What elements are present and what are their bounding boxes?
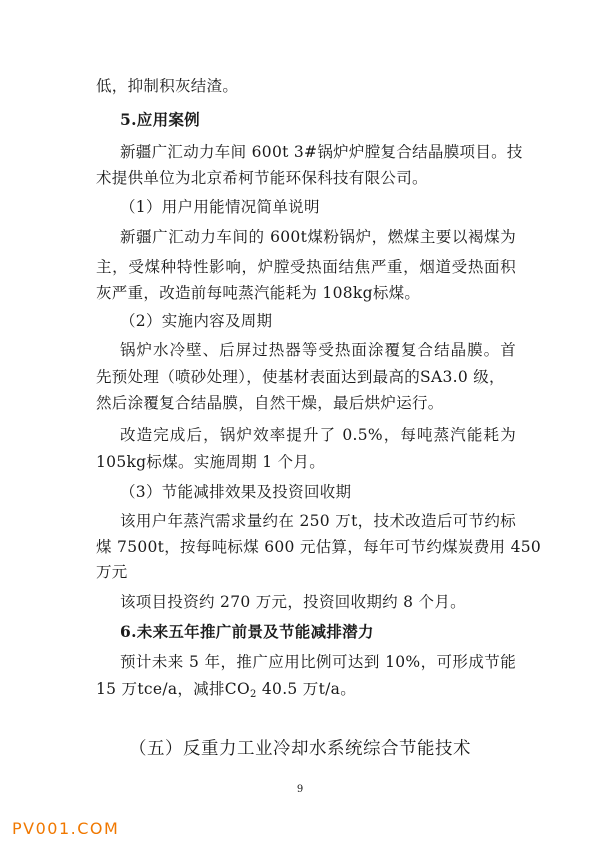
paragraph-line-with-formula (96, 679, 516, 699)
formula-text-before: 15 万tce/a，减排CO (96, 680, 250, 698)
paragraph-line: 新疆广汇动力车间的 600t煤粉锅炉，燃煤主要以褐煤为 (120, 228, 516, 246)
paragraph-line: 先预处理（喷砂处理），使基材表面达到最高的SA3.0 级， (96, 368, 505, 386)
paragraph-line: 灰严重，改造前每吨蒸汽能耗为 108kg标煤。 (96, 284, 421, 302)
paragraph-line: 预计未来 5 年，推广应用比例可达到 10%，可形成节能 (120, 653, 516, 671)
paragraph-line: 术提供单位为北京希柯节能环保科技有限公司。 (96, 169, 428, 187)
paragraph-line: 低，抑制积灰结渣。 (96, 77, 239, 95)
co2-subscript: 2 (249, 689, 257, 700)
paragraph-line: 万元 (96, 563, 128, 581)
paragraph-line: 锅炉水冷壁、后屏过热器等受热面涂覆复合结晶膜。首 (120, 341, 516, 359)
paragraph-line: 新疆广汇动力车间 600t 3#锅炉炉膛复合结晶膜项目。技 (120, 143, 523, 161)
formula-text-after: 40.5 万t/a。 (256, 680, 356, 698)
paragraph-line: 改造完成后，锅炉效率提升了 0.5%，每吨蒸汽能耗为 (120, 426, 516, 444)
section-title: （五）反重力工业冷却水系统综合节能技术 (129, 739, 471, 759)
paragraph-line: 该项目投资约 270 万元，投资回收期约 8 个月。 (120, 593, 466, 611)
watermark: PV001.COM (12, 819, 120, 838)
section-heading-prospects: 6.未来五年推广前景及节能减排潜力 (120, 622, 374, 641)
subheading-energy-saving: （3）节能减排效果及投资回收期 (120, 483, 352, 501)
paragraph-line: 主，受煤种特性影响，炉膛受热面结焦严重，烟道受热面积 (96, 258, 516, 276)
subheading-implementation: （2）实施内容及周期 (120, 312, 273, 330)
paragraph-line: 该用户年蒸汽需求量约在 250 万t，技术改造后可节约标 (120, 512, 516, 530)
subheading-user-energy: （1）用户用能情况简单说明 (120, 198, 320, 216)
page-number: 9 (296, 784, 304, 795)
paragraph-line: 煤 7500t，按每吨标煤 600 元估算，每年可节约煤炭费用 450 (96, 538, 542, 556)
paragraph-line: 然后涂覆复合结晶膜，自然干燥，最后烘炉运行。 (96, 394, 444, 412)
paragraph-line: 105kg标煤。实施周期 1 个月。 (96, 453, 326, 471)
section-heading-application-case: 5.应用案例 (120, 110, 200, 129)
